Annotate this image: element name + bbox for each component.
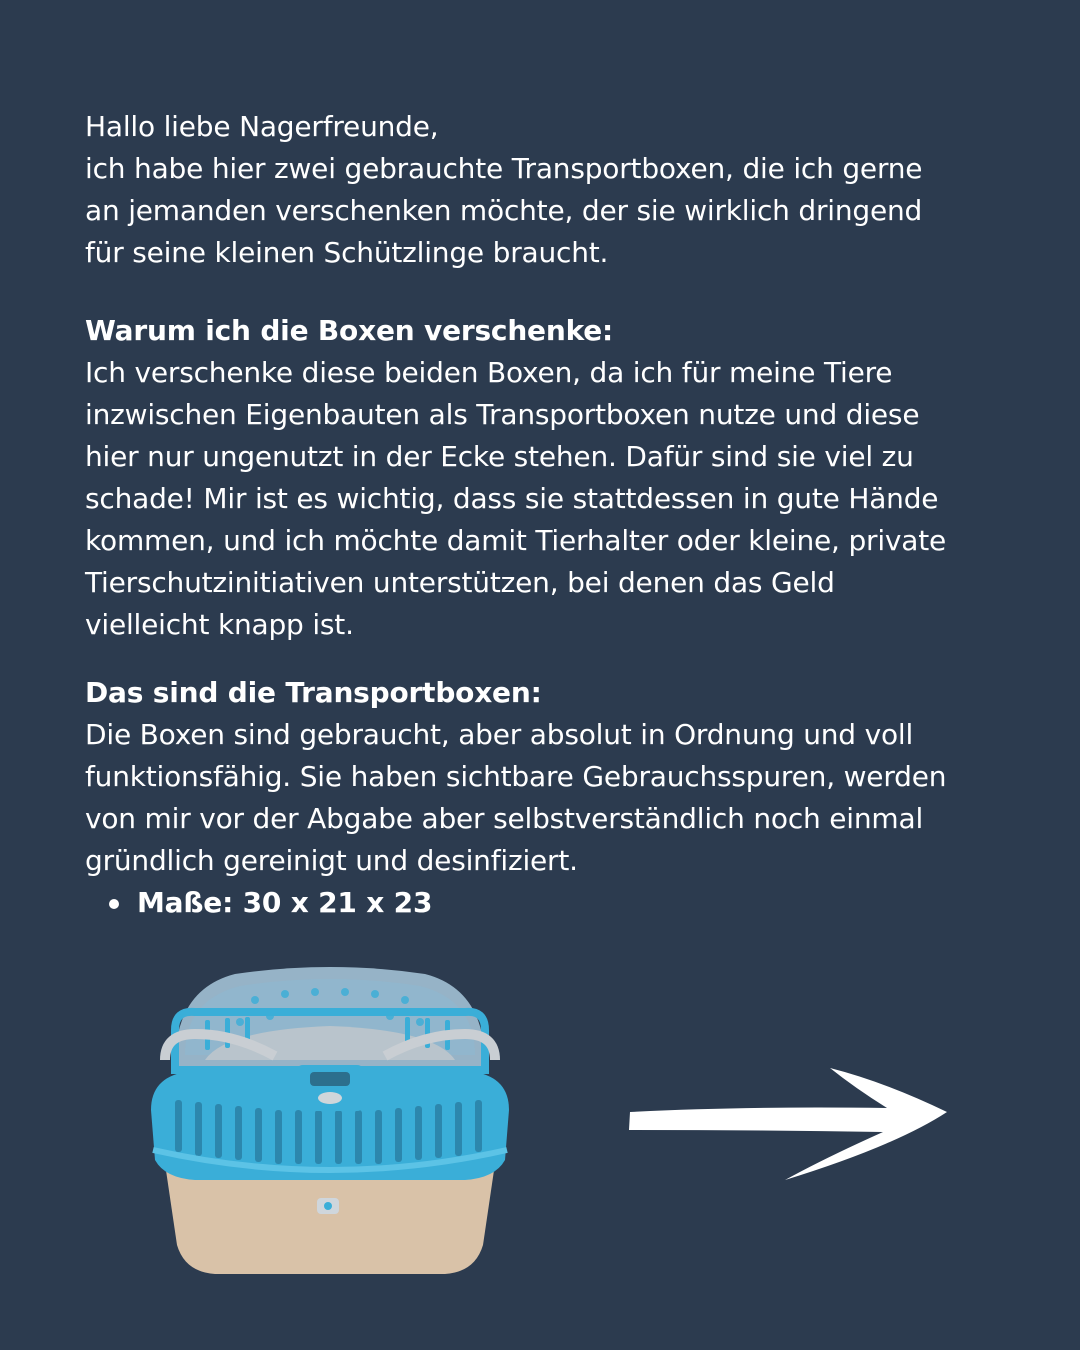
reason-line: Tierschutzinitiativen unterstützen, bei denen das Geld (85, 566, 835, 599)
reason-line: hier nur ungenutzt in der Ecke stehen. Dafür sind sie viel zu (85, 440, 914, 473)
reason-line: schade! Mir ist es wichtig, dass sie stattdessen in gute Hände (85, 482, 939, 515)
boxes-line: Die Boxen sind gebraucht, aber absolut in Ordnung und voll (85, 718, 914, 751)
intro-line: an jemanden verschenken möchte, der sie wirklich dringend (85, 194, 923, 227)
reason-line: Ich verschenke diese beiden Boxen, da ich für meine Tiere (85, 356, 893, 389)
spacer (85, 274, 1005, 310)
boxes-line: gründlich gereinigt und desinfiziert. (85, 844, 578, 877)
post-text (85, 106, 1005, 924)
intro-line: ich habe hier zwei gebrauchte Transportboxen, die ich gerne (85, 152, 923, 185)
transport-box-image (145, 960, 515, 1280)
spacer (85, 646, 1005, 672)
spec-dimensions: Maße: 30 x 21 x 23 (137, 882, 1005, 924)
spec-list (85, 882, 1005, 924)
boxes-line: von mir vor der Abgabe aber selbstverständlich noch einmal (85, 802, 924, 835)
reason-line: kommen, und ich möchte damit Tierhalter oder kleine, private (85, 524, 947, 557)
reason-line: vielleicht knapp ist. (85, 608, 354, 641)
boxes-line: funktionsfähig. Sie haben sichtbare Gebrauchsspuren, werden (85, 760, 947, 793)
reason-heading: Warum ich die Boxen verschenke: (85, 314, 614, 347)
intro-line: für seine kleinen Schützlinge braucht. (85, 236, 609, 269)
greeting: Hallo liebe Nagerfreunde, (85, 110, 439, 143)
boxes-heading: Das sind die Transportboxen: (85, 676, 542, 709)
reason-line: inzwischen Eigenbauten als Transportboxen nutze und diese (85, 398, 920, 431)
arrow-right-icon[interactable] (625, 1060, 955, 1190)
